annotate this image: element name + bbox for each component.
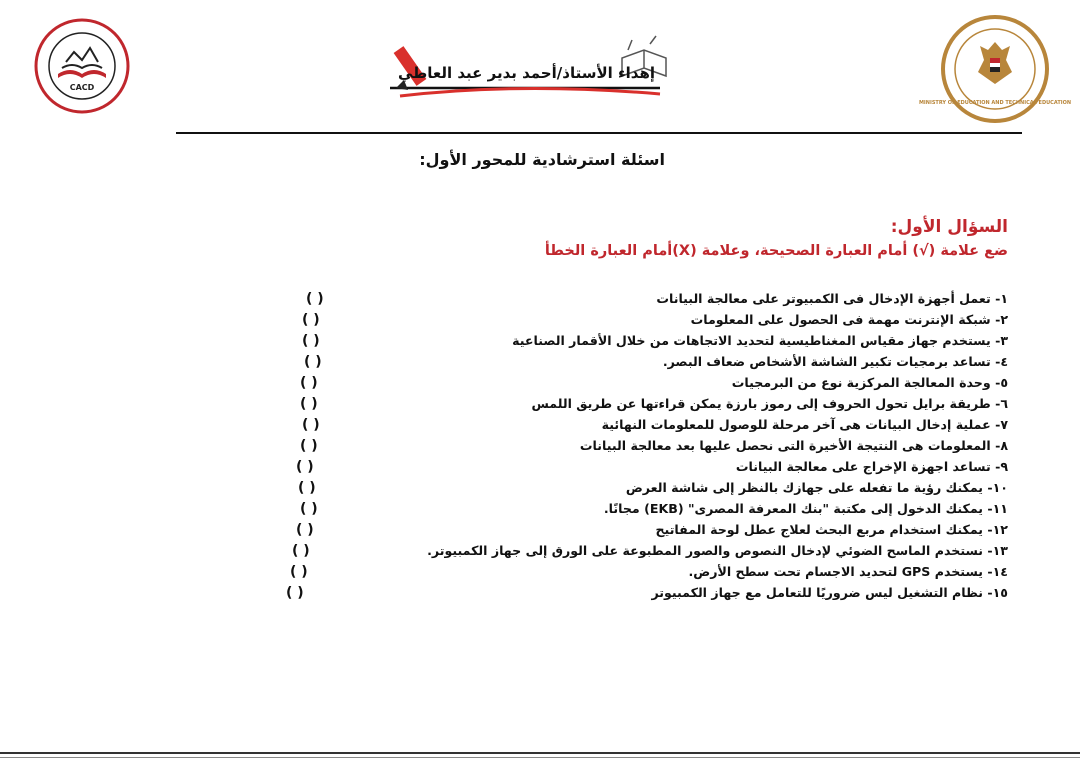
item-text: شبكة الإنترنت مهمة فى الحصول على المعلومات (690, 312, 991, 327)
footer-divider (0, 752, 1080, 754)
item-text: تعمل أجهزة الإدخال فى الكمبيوتر على معالجة البيانات (656, 291, 991, 306)
item-text: نظام التشغيل ليس ضروريًا للتعامل مع جهاز الكمبيوتر (651, 585, 983, 600)
item-text: عملية إدخال البيانات هى آخر مرحلة للوصول للمعلومات النهائية (601, 417, 991, 432)
answer-blank[interactable]: ( ) (300, 501, 318, 517)
answer-blank[interactable]: ( ) (306, 291, 324, 307)
answer-blank[interactable]: ( ) (300, 375, 318, 391)
item-number: ٤- (995, 354, 1008, 369)
question-heading: السؤال الأول: (890, 217, 1008, 237)
list-item (691, 309, 1008, 331)
item-number: ١٢- (987, 522, 1008, 537)
list-item (736, 456, 1008, 478)
item-text: يمكنك الدخول إلى مكتبة "بنك المعرفة المصرى" (EKB) مجانًا. (603, 501, 983, 516)
item-number: ١٠- (987, 480, 1008, 495)
list-item (732, 372, 1008, 394)
item-number: ١- (995, 291, 1008, 306)
item-text: وحدة المعالجة المركزية نوع من البرمجيات (731, 375, 991, 390)
item-number: ٥- (995, 375, 1008, 390)
answer-blank[interactable]: ( ) (298, 480, 316, 496)
ministry-logo-icon (918, 14, 1072, 124)
item-number: ٩- (995, 459, 1008, 474)
answer-blank[interactable]: ( ) (286, 585, 304, 601)
item-number: ٢- (995, 312, 1008, 327)
ministry-logo-label: MINISTRY OF EDUCATION AND TECHNICAL EDUCATION (918, 100, 1072, 106)
list-item (688, 561, 1008, 583)
header-divider (176, 132, 1022, 134)
cacd-logo-label: CACD (69, 83, 95, 92)
item-number: ٨- (995, 438, 1008, 453)
answer-blank[interactable]: ( ) (300, 396, 318, 412)
list-item (655, 519, 1008, 541)
item-number: ٧- (995, 417, 1008, 432)
cacd-logo-icon (34, 18, 130, 114)
footer-divider-thin (0, 757, 1080, 758)
list-item (580, 435, 1008, 457)
page-title: اسئلة استرشادية للمحور الأول: (419, 150, 665, 169)
item-text: تساعد برمجيات تكبير الشاشة الأشخاص ضعاف البصر. (662, 354, 991, 369)
answer-blank[interactable]: ( ) (302, 333, 320, 349)
list-item (651, 582, 1008, 604)
answer-blank[interactable]: ( ) (290, 564, 308, 580)
answer-blank[interactable]: ( ) (296, 522, 314, 538)
answer-blank[interactable]: ( ) (302, 417, 320, 433)
item-text: يمكنك رؤية ما تفعله على جهازك بالنظر إلى شاشة العرض (625, 480, 983, 495)
item-number: ١٥- (987, 585, 1008, 600)
credit-text: إهداء الأستاذ/أحمد بدير عبد العاطي (397, 64, 655, 82)
answer-blank[interactable]: ( ) (292, 543, 310, 559)
list-item (531, 393, 1008, 415)
item-text: المعلومات هى النتيجة الأخيرة التى نحصل عليها بعد معالجة البيانات (579, 438, 991, 453)
list-item (602, 414, 1008, 436)
question-instruction: ضع علامة (√) أمام العبارة الصحيحة، وعلامة (X)أمام العبارة الخطأ (544, 243, 1008, 259)
list-item (427, 540, 1008, 562)
item-text: يستخدم جهاز مقياس المغناطيسية لتحديد الاتجاهات من خلال الأقمار الصناعية (512, 333, 991, 348)
answer-blank[interactable]: ( ) (296, 459, 314, 475)
answer-blank[interactable]: ( ) (302, 312, 320, 328)
item-number: ١٣- (987, 543, 1008, 558)
item-number: ١٤- (987, 564, 1008, 579)
item-number: ٣- (995, 333, 1008, 348)
list-item (626, 477, 1008, 499)
item-text: يمكنك استخدام مربع البحث لعلاج عطل لوحة المفاتيح (655, 522, 983, 537)
item-number: ١١- (987, 501, 1008, 516)
answer-blank[interactable]: ( ) (304, 354, 322, 370)
item-text: يستخدم GPS لتحديد الاجسام تحت سطح الأرض. (688, 564, 983, 579)
item-text: طريقة برايل تحول الحروف إلى رموز بارزة يمكن قراءتها عن طريق اللمس (531, 396, 991, 411)
list-item (604, 498, 1008, 520)
item-text: تساعد اجهزة الإخراج على معالجة البيانات (735, 459, 991, 474)
answer-blank[interactable]: ( ) (300, 438, 318, 454)
list-item (656, 288, 1008, 310)
list-item (512, 330, 1008, 352)
item-text: نستخدم الماسح الضوئي لإدخال النصوص والصور المطبوعة على الورق إلى جهاز الكمبيوتر. (427, 543, 983, 558)
item-number: ٦- (995, 396, 1008, 411)
list-item (663, 351, 1008, 373)
